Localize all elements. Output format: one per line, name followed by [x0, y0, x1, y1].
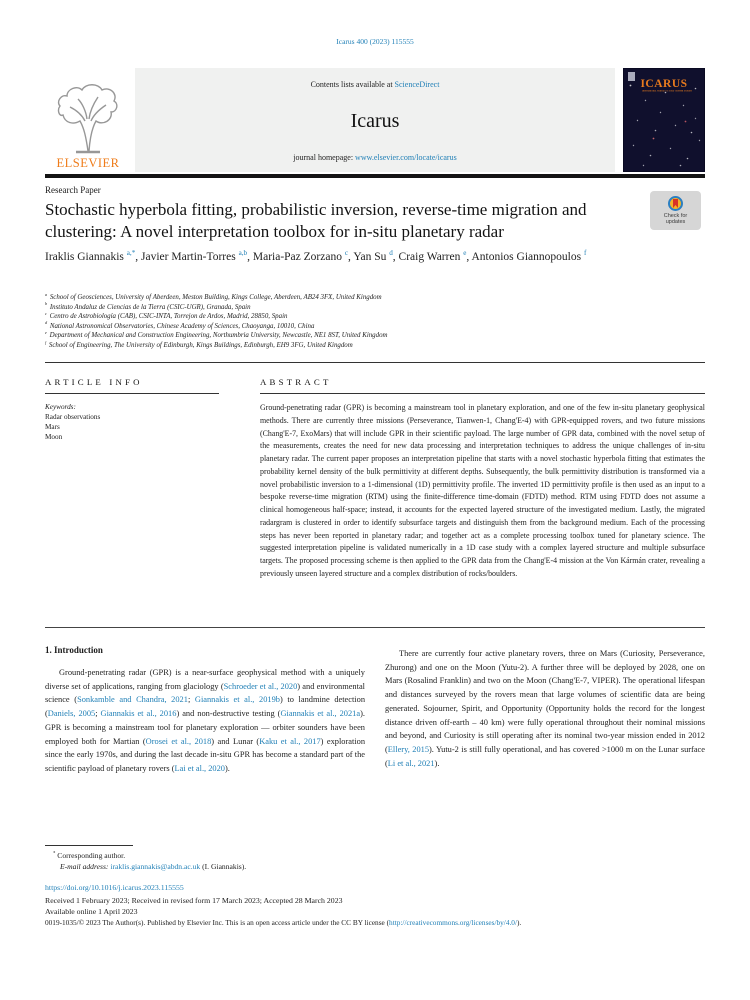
homepage-link[interactable]: www.elsevier.com/locate/icarus — [355, 153, 457, 162]
keyword: Radar observations — [45, 413, 101, 421]
keyword: Mars — [45, 423, 60, 431]
text-segment: ). Yutu-2 is still fully operational, and has covered >1000 m on the Lunar surface ( — [385, 744, 705, 768]
text-segment: d — [45, 320, 48, 326]
text-segment: c — [344, 249, 348, 258]
footnote-divider — [45, 845, 133, 846]
text-segment: , Maria-Paz Zorzano — [247, 251, 345, 263]
citation-link[interactable]: Daniels, 2005 — [47, 709, 96, 719]
text-segment: d — [389, 249, 393, 258]
text-segment: E-mail address: — [60, 862, 111, 871]
check-updates-icon — [668, 196, 683, 211]
journal-banner — [135, 68, 615, 172]
text-segment: * — [53, 851, 56, 857]
text-segment: ) and non-destructive testing ( — [176, 709, 281, 719]
header-divider-bar — [45, 174, 705, 178]
elsevier-wordmark: ELSEVIER — [56, 156, 120, 170]
affiliations — [45, 293, 705, 351]
affiliation-line — [45, 303, 705, 313]
journal-header — [45, 68, 705, 172]
article-info-heading: ARTICLE INFO — [45, 377, 143, 387]
elsevier-logo — [45, 68, 131, 172]
text-segment: , Antonios Giannopoulos — [466, 251, 584, 263]
abstract-column — [260, 377, 705, 581]
citation-link[interactable]: Kaku et al., 2017 — [259, 736, 321, 746]
text-segment: ). — [517, 918, 522, 927]
text-segment: a,* — [126, 249, 136, 258]
homepage-prefix: journal homepage: — [293, 153, 356, 162]
text-segment: f — [45, 339, 47, 345]
text-segment: ). — [225, 763, 230, 773]
abstract-bottom-divider — [45, 627, 705, 628]
citation-link[interactable]: Giannakis et al., 2021a — [280, 709, 361, 719]
citation-link[interactable]: Lai et al., 2020 — [174, 763, 225, 773]
affiliation-line — [45, 293, 705, 303]
text-segment: e — [463, 249, 467, 258]
check-updates-text: Check for updates — [663, 213, 688, 225]
citation-link[interactable]: Giannakis et al., 2016 — [100, 709, 177, 719]
text-segment: School of Geosciences, University of Aberdeen, Meston Building, Kings College, Aberdeen, AB24 3FX, United Kingdom — [48, 294, 382, 301]
journal-title: Icarus — [350, 109, 400, 132]
article-info-column — [45, 377, 219, 442]
doi-link[interactable]: https://doi.org/10.1016/j.icarus.2023.115555 — [45, 883, 184, 892]
cover-subtitle: International Journal of Solar System Studies — [642, 90, 692, 93]
citation-link[interactable]: Giannakis et al., 2019b — [194, 695, 280, 705]
text-segment: b — [45, 301, 48, 307]
text-segment: a — [45, 291, 48, 297]
text-segment: ) and Lunar ( — [211, 736, 260, 746]
text-segment: e — [45, 330, 47, 336]
text-segment: School of Engineering, The University of Edinburgh, Kings Buildings, Edinburgh, EH9 3FG, United Kingdom — [47, 341, 353, 349]
text-segment: Instituto Andaluz de Ciencias de la Tierra (CSIC-UGR), Granada, Spain — [48, 303, 251, 311]
section-divider — [45, 362, 705, 363]
text-segment: , Javier Martin-Torres — [135, 251, 239, 263]
citation-link[interactable]: Orosei et al., 2018 — [145, 736, 212, 746]
citation-link[interactable]: Schroeder et al., 2020 — [223, 681, 298, 691]
text-segment: a,b — [238, 249, 248, 258]
text-segment: Corresponding author. — [55, 851, 126, 860]
affiliation-line — [45, 341, 705, 351]
sciencedirect-link[interactable]: ScienceDirect — [394, 80, 440, 89]
affiliation-line — [45, 331, 705, 341]
cover-title: ICARUS — [640, 78, 688, 90]
text-segment: , Craig Warren — [392, 251, 464, 263]
author-list — [45, 250, 650, 266]
text-segment: 0019-1035/© 2023 The Author(s). Published by Elsevier Inc. This is an open access article under the CC BY license ( — [45, 918, 390, 927]
text-segment: ) to landmine detection ( — [45, 695, 366, 719]
text-segment: Ground-penetrating radar (GPR) is a near-surface geophysical method with a uniquely diverse set of applications, ranging from glaciology ( — [45, 668, 365, 691]
text-segment: ) and environmental science ( — [45, 681, 365, 705]
affiliation-line — [45, 312, 705, 322]
cover-starfield — [624, 69, 625, 70]
received-dates: Received 1 February 2023; Received in revised form 17 March 2023; Accepted 28 March 2023 — [45, 896, 343, 905]
text-segment: ; — [187, 695, 195, 705]
affiliation-line — [45, 322, 705, 332]
citation-link[interactable]: Sonkamble and Chandra, 2021 — [77, 695, 188, 705]
keywords-label: Keywords: — [45, 403, 76, 411]
section-heading-introduction: 1. Introduction — [45, 645, 103, 655]
license-link[interactable]: http://creativecommons.org/licenses/by/4.0/ — [389, 918, 517, 927]
corresponding-author-note — [53, 851, 125, 860]
heading-rule — [260, 393, 705, 394]
abstract-text: Ground-penetrating radar (GPR) is becoming a mainstream tool in planetary exploration, and one of the few in-situ planetary geophysical methods. There are currently three missions (Perseverance, Tianwen-1, Chang'E-4) with GPR-equipped rovers, and two future missions (Chang'E-7, ExoMars) that will include GPR in their scientific payload. The large number of GPR data, combined with the novel setup of the measurements, creates the need for new data processing and interpretation techniques to address the unique challenges of in-situ planetary radar. The current paper proposes an interpretation pipeline that starts with a novel stochastic hyperbola fitting that estimates the probability kernel density of the bulk permittivity at different depths. Subsequently, the bulk permittivity distribution is transformed via a novel probabilistic inversion to a 1-dimensional (1D) permittivity profile. The inverted 1D permittivity profile is then used as an input to a bespoke reverse-time migration (RTM) using the finite-difference time-domain (FDTD) method. RTM using FDTD does not assume a clinical homogeneous half-space; instead, it accounts for the expected layered structure of the investigated medium. Lastly, the migrated radargram is clustered in order to identify subsurface targets and distinguish them from the background medium. Each of the processing steps has never been reported in planetary radar; and together act as a complete processing toolbox tuned for planetary science. The suggested interpretation pipeline is validated numerically in a 1D case study with a complex layered structure and multiple subsurface targets. The proposed processing scheme is then applied to the GPR data from the Chang'E-4 mission at the Von Kármán crater, revealing a previously unseen layered structure and a complex distribution of rocks/boulders. — [260, 403, 705, 578]
paper-title: Stochastic hyperbola fitting, probabilistic inversion, reverse-time migration and clustering: A novel interpretation toolbox for in-situ planetary radar — [45, 200, 587, 241]
email-address-line — [60, 862, 246, 871]
text-segment: There are currently four active planetary rovers, three on Mars (Curiosity, Perseverance, Zhurong) and one on the Moon (Yutu-2). A further three will be deployed by 2028, one on Mars (Rosalind Franklin) and two on the Moon (Chang'E-7, VIPER). The operational lifespan and distances surveyed by the rovers mean that large volumes of scientific data are being generated. Sojourner, Spirit, and Opportunity (Opportunity holds the record for the longest distance driven off-earth – 40 km) were fully operational throughout their nominal missions and beyond, and Curiosity is still operating after its nominal two-year mission ended in 2012 ( — [385, 649, 705, 754]
text-segment: Centro de Astrobiología (CAB), CSIC-INTA, Torrejon de Ardos, Madrid, 28850, Spain — [47, 313, 288, 321]
citation-link[interactable]: Ellery, 2015 — [387, 744, 430, 754]
text-segment: National Astronomical Observatories, Chinese Academy of Sciences, Chaoyanga, 10010, China — [48, 322, 315, 330]
text-segment: , Yan Su — [348, 251, 390, 263]
copyright-line — [45, 918, 710, 927]
homepage-line — [293, 153, 456, 162]
journal-cover-image — [623, 68, 705, 172]
contents-line — [311, 80, 440, 89]
text-segment: Department of Mechanical and Construction Engineering, Northumbria University, Newcastle, NE1 8ST, United Kingdom — [47, 332, 388, 340]
elsevier-tree-icon — [56, 83, 120, 155]
article-type-label: Research Paper — [45, 185, 101, 195]
available-online-date: Available online 1 April 2023 — [45, 907, 138, 916]
intro-paragraph-left — [45, 666, 365, 776]
email-link[interactable]: iraklis.giannakis@abdn.ac.uk — [110, 862, 201, 871]
text-segment: ; — [95, 709, 101, 719]
text-segment: ). — [434, 758, 440, 768]
heading-rule — [45, 393, 219, 394]
text-segment: Iraklis Giannakis — [45, 251, 127, 263]
text-segment: ) exploration since the early 1970s, and during the last decade in-situ GPR has become a standard part of the scientific payload of planetary rovers ( — [45, 736, 366, 773]
bookmark-icon — [673, 199, 678, 208]
intro-paragraph-right — [385, 647, 705, 770]
text-segment: f — [583, 249, 587, 258]
text-segment: ). GPR is becoming a mainstream tool for planetary exploration — orbiter sounders have been employed both for Martian ( — [45, 709, 365, 746]
abstract-heading: ABSTRACT — [260, 377, 332, 387]
journal-citation-line[interactable]: Icarus 400 (2023) 115555 — [336, 37, 414, 46]
text-segment: (I. Giannakis). — [200, 862, 247, 871]
contents-prefix: Contents lists available at — [310, 80, 395, 89]
citation-link[interactable]: Li et al., 2021 — [387, 758, 435, 768]
keyword: Moon — [45, 433, 63, 441]
text-segment: c — [45, 310, 47, 316]
